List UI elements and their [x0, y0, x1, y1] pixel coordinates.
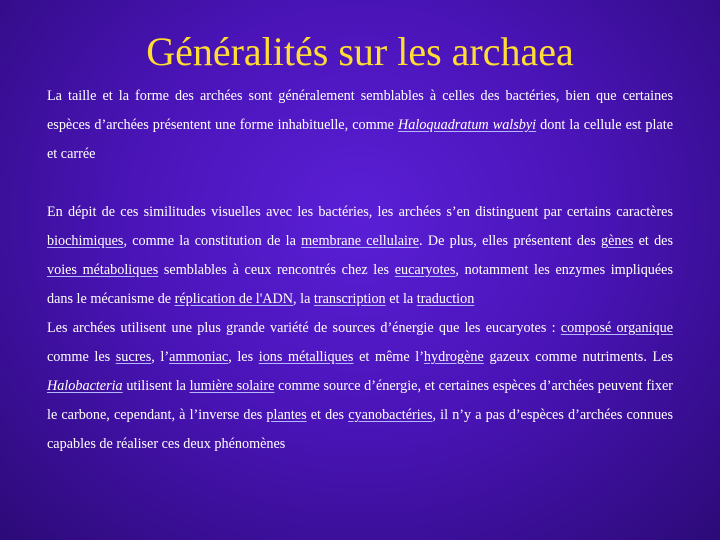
- paragraph-morphology: [47, 82, 673, 169]
- link-traduction[interactable]: traduction: [416, 291, 475, 307]
- text-run: et même l’: [353, 349, 424, 365]
- link-hydrogene[interactable]: hydrogène: [423, 349, 484, 365]
- text-run: et des: [306, 407, 349, 423]
- text-run: utilisent la: [122, 378, 190, 394]
- text-run: , la: [293, 291, 314, 307]
- text-run: et des: [633, 233, 673, 249]
- link-genes[interactable]: gènes: [601, 233, 634, 249]
- link-biochimiques[interactable]: biochimiques: [47, 233, 124, 249]
- link-eucaryotes[interactable]: eucaryotes: [394, 262, 456, 278]
- link-plantes[interactable]: plantes: [266, 407, 307, 423]
- slide-body: [47, 82, 673, 459]
- text-run: gazeux comme nutriments. Les: [483, 349, 673, 365]
- text-run: , les: [228, 349, 259, 365]
- text-run: et la: [385, 291, 417, 307]
- link-voies-metaboliques[interactable]: voies métaboliques: [47, 262, 159, 278]
- paragraph-biochemistry: [47, 198, 673, 314]
- slide-title: Généralités sur les archaea: [146, 29, 574, 74]
- link-haloquadratum-walsbyi[interactable]: Haloquadratum walsbyi: [398, 117, 537, 133]
- link-membrane-cellulaire[interactable]: membrane cellulaire: [301, 233, 420, 249]
- text-run: . De plus, elles présentent des: [419, 233, 602, 249]
- text-run: Les archées utilisent une plus grande variété de sources d’énergie que les eucaryotes :: [47, 320, 561, 336]
- link-lumiere-solaire[interactable]: lumière solaire: [189, 378, 275, 394]
- text-run: En dépit de ces similitudes visuelles avec les bactéries, les archées s’en distinguent par certains caractères: [47, 204, 673, 220]
- link-sucres[interactable]: sucres: [115, 349, 152, 365]
- link-replication-adn[interactable]: réplication de l'ADN: [174, 291, 294, 307]
- text-run: dont la cellule est plate et carrée: [47, 117, 673, 162]
- paragraph-energy-sources: [47, 314, 673, 459]
- text-run: semblables à ceux rencontrés chez les: [158, 262, 395, 278]
- link-compose-organique[interactable]: composé organique: [560, 320, 673, 336]
- link-ions-metalliques[interactable]: ions métalliques: [258, 349, 354, 365]
- text-run: comme les: [47, 349, 116, 365]
- text-run: , il n’y a pas d’espèces d’archées connues capables de réaliser ces deux phénomènes: [47, 407, 673, 452]
- text-run: , l’: [151, 349, 170, 365]
- link-halobacteria[interactable]: Halobacteria: [47, 378, 123, 394]
- text-run: , comme la constitution de la: [123, 233, 302, 249]
- link-cyanobacteries[interactable]: cyanobactéries: [348, 407, 433, 423]
- text-run: , notamment les enzymes impliquées dans le mécanisme de: [47, 262, 673, 307]
- link-transcription[interactable]: transcription: [313, 291, 386, 307]
- link-ammoniac[interactable]: ammoniac: [169, 349, 229, 365]
- text-run: comme source d’énergie, et certaines espèces d’archées peuvent fixer le carbone, cependant, à l’inverse des: [47, 378, 673, 423]
- text-run: La taille et la forme des archées sont généralement semblables à celles des bactéries, bien que certaines espèces d’archées présentent une forme inhabituelle, comme: [47, 88, 673, 133]
